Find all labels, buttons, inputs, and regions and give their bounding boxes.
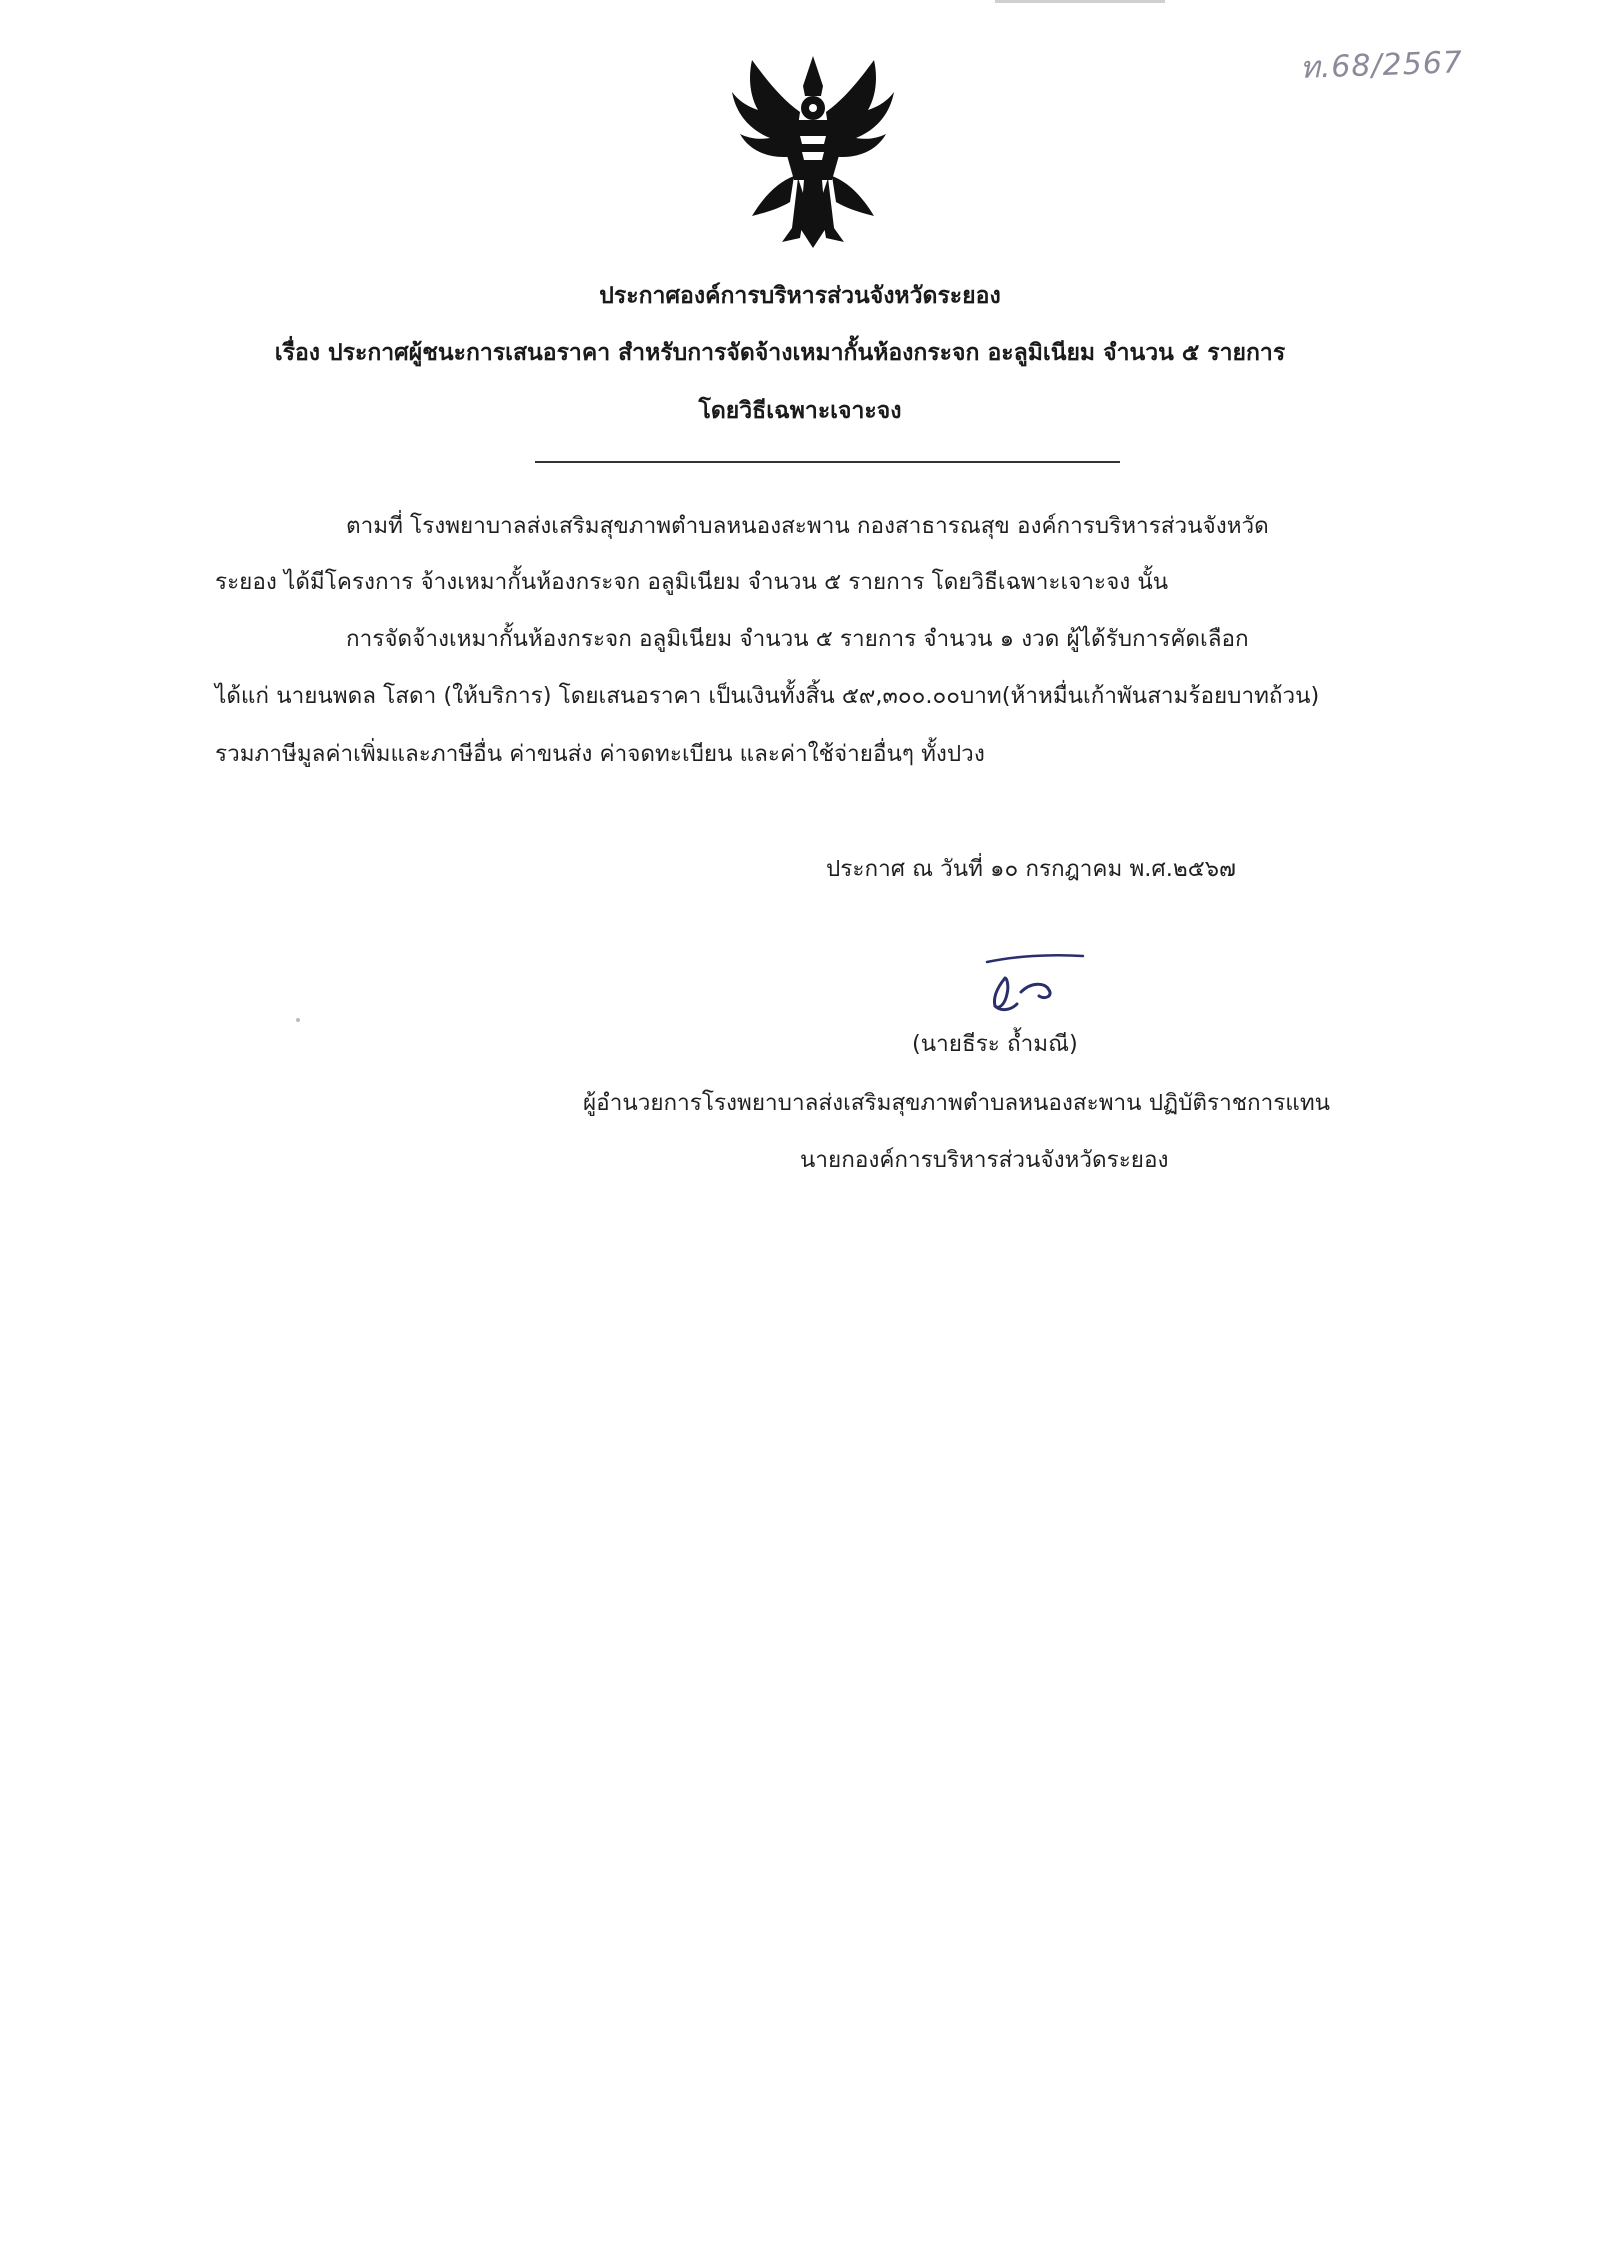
scan-edge-line — [995, 0, 1165, 3]
signatory-position-line-2: นายกองค์การบริหารส่วนจังหวัดระยอง — [800, 1147, 1169, 1173]
signature-image — [965, 948, 1095, 1018]
method-line: โดยวิธีเฉพาะเจาะจง — [698, 398, 902, 424]
announcement-date: ประกาศ ณ วันที่ ๑๐ กรกฎาคม พ.ศ.๒๕๖๗ — [826, 856, 1236, 882]
header-divider — [535, 461, 1120, 463]
signatory-name: (นายธีระ ถ้ำมณี) — [912, 1031, 1078, 1057]
body-line-1: ตามที่ โรงพยาบาลส่งเสริมสุขภาพตำบลหนองสะพาน กองสาธารณสุข องค์การบริหารส่วนจังหวัด — [346, 513, 1269, 539]
org-title: ประกาศองค์การบริหารส่วนจังหวัดระยอง — [599, 283, 1001, 309]
body-line-5: รวมภาษีมูลค่าเพิ่มและภาษีอื่น ค่าขนส่ง ค่าจดทะเบียน และค่าใช้จ่ายอื่นๆ ทั้งปวง — [215, 741, 985, 767]
subject-line: เรื่อง ประกาศผู้ชนะการเสนอราคา สำหรับการจัดจ้างเหมากั้นห้องกระจก อะลูมิเนียม จำนวน ๕ รายการ — [274, 340, 1286, 366]
body-line-4: ได้แก่ นายนพดล โสดา (ให้บริการ) โดยเสนอราคา เป็นเงินทั้งสิ้น ๕๙,๓๐๐.๐๐บาท(ห้าหมื่นเก้าพันสามร้อยบาทถ้วน) — [215, 683, 1320, 709]
reference-mark: ท.68/2567 — [1299, 45, 1464, 86]
body-line-2: ระยอง ได้มีโครงการ จ้างเหมากั้นห้องกระจก อลูมิเนียม จำนวน ๕ รายการ โดยวิธีเฉพาะเจาะจง นั้น — [215, 569, 1169, 595]
garuda-emblem-icon — [728, 52, 898, 252]
body-line-3: การจัดจ้างเหมากั้นห้องกระจก อลูมิเนียม จำนวน ๕ รายการ จำนวน ๑ งวด ผู้ได้รับการคัดเลือก — [346, 626, 1249, 652]
signatory-position-line-1: ผู้อำนวยการโรงพยาบาลส่งเสริมสุขภาพตำบลหนองสะพาน ปฏิบัติราชการแทน — [583, 1090, 1331, 1116]
scan-speck — [296, 1018, 300, 1022]
